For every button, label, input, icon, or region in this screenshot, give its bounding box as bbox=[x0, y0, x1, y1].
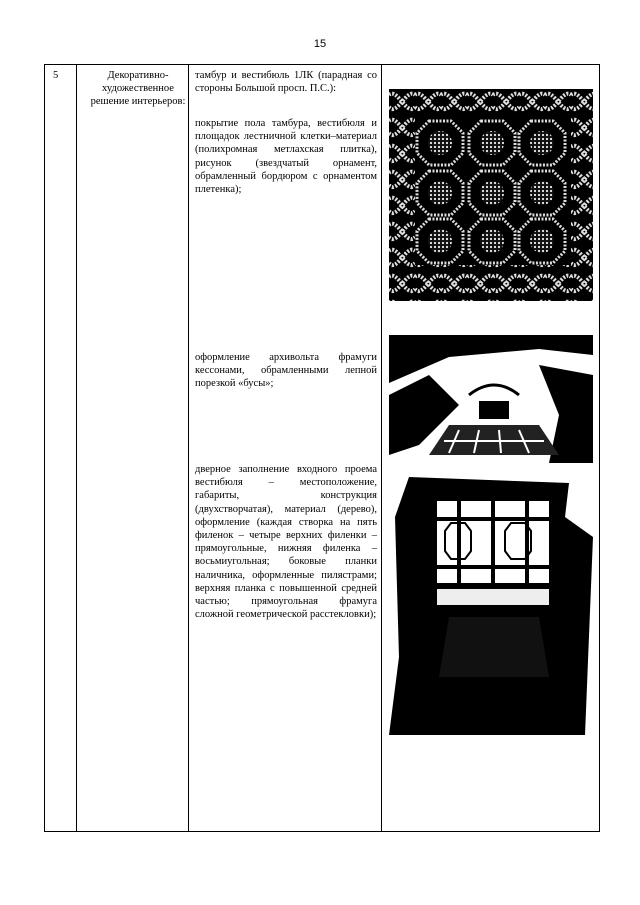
column-divider bbox=[381, 65, 382, 831]
row-category: Декоративно-художественное решение интерьеров: bbox=[90, 70, 186, 108]
item-floor-covering: покрытие пола тамбура, вестибюля и площадок лестничной клетки–материал (полихромная метлахская плитка), рисунок (звездчатый орнамент, обрамленный бордюром с орнаментом плетенка); bbox=[195, 118, 377, 196]
item-vestibule: тамбур и вестибюль 1ЛК (парадная со стороны Большой просп. П.С.): bbox=[195, 70, 377, 95]
entrance-door-photo bbox=[389, 477, 593, 735]
heritage-table bbox=[44, 64, 600, 832]
column-divider bbox=[188, 65, 189, 831]
column-divider bbox=[76, 65, 77, 831]
archivolt-vault-photo bbox=[389, 335, 593, 463]
row-index: 5 bbox=[53, 70, 59, 81]
item-entrance-door: дверное заполнение входного проема вестибюля – местоположение, габариты, конструкция (двухстворчатая), материал (дерево), оформление (каждая створка на пять филенок – четыре верхних филенки – прямоугольные, нижняя филенка – восьмиугольная; боковые планки наличника, оформленные пилястрами; верхняя планка с повышенной средней частью; прямоугольная фрамуга сложной геометрической расстекловки); bbox=[195, 464, 377, 621]
page-number: 15 bbox=[313, 38, 327, 50]
mosaic-floor-photo bbox=[389, 89, 593, 301]
item-archivolt: оформление архивольта фрамуги кессонами, обрамленными лепной порезкой «бусы»; bbox=[195, 352, 377, 390]
